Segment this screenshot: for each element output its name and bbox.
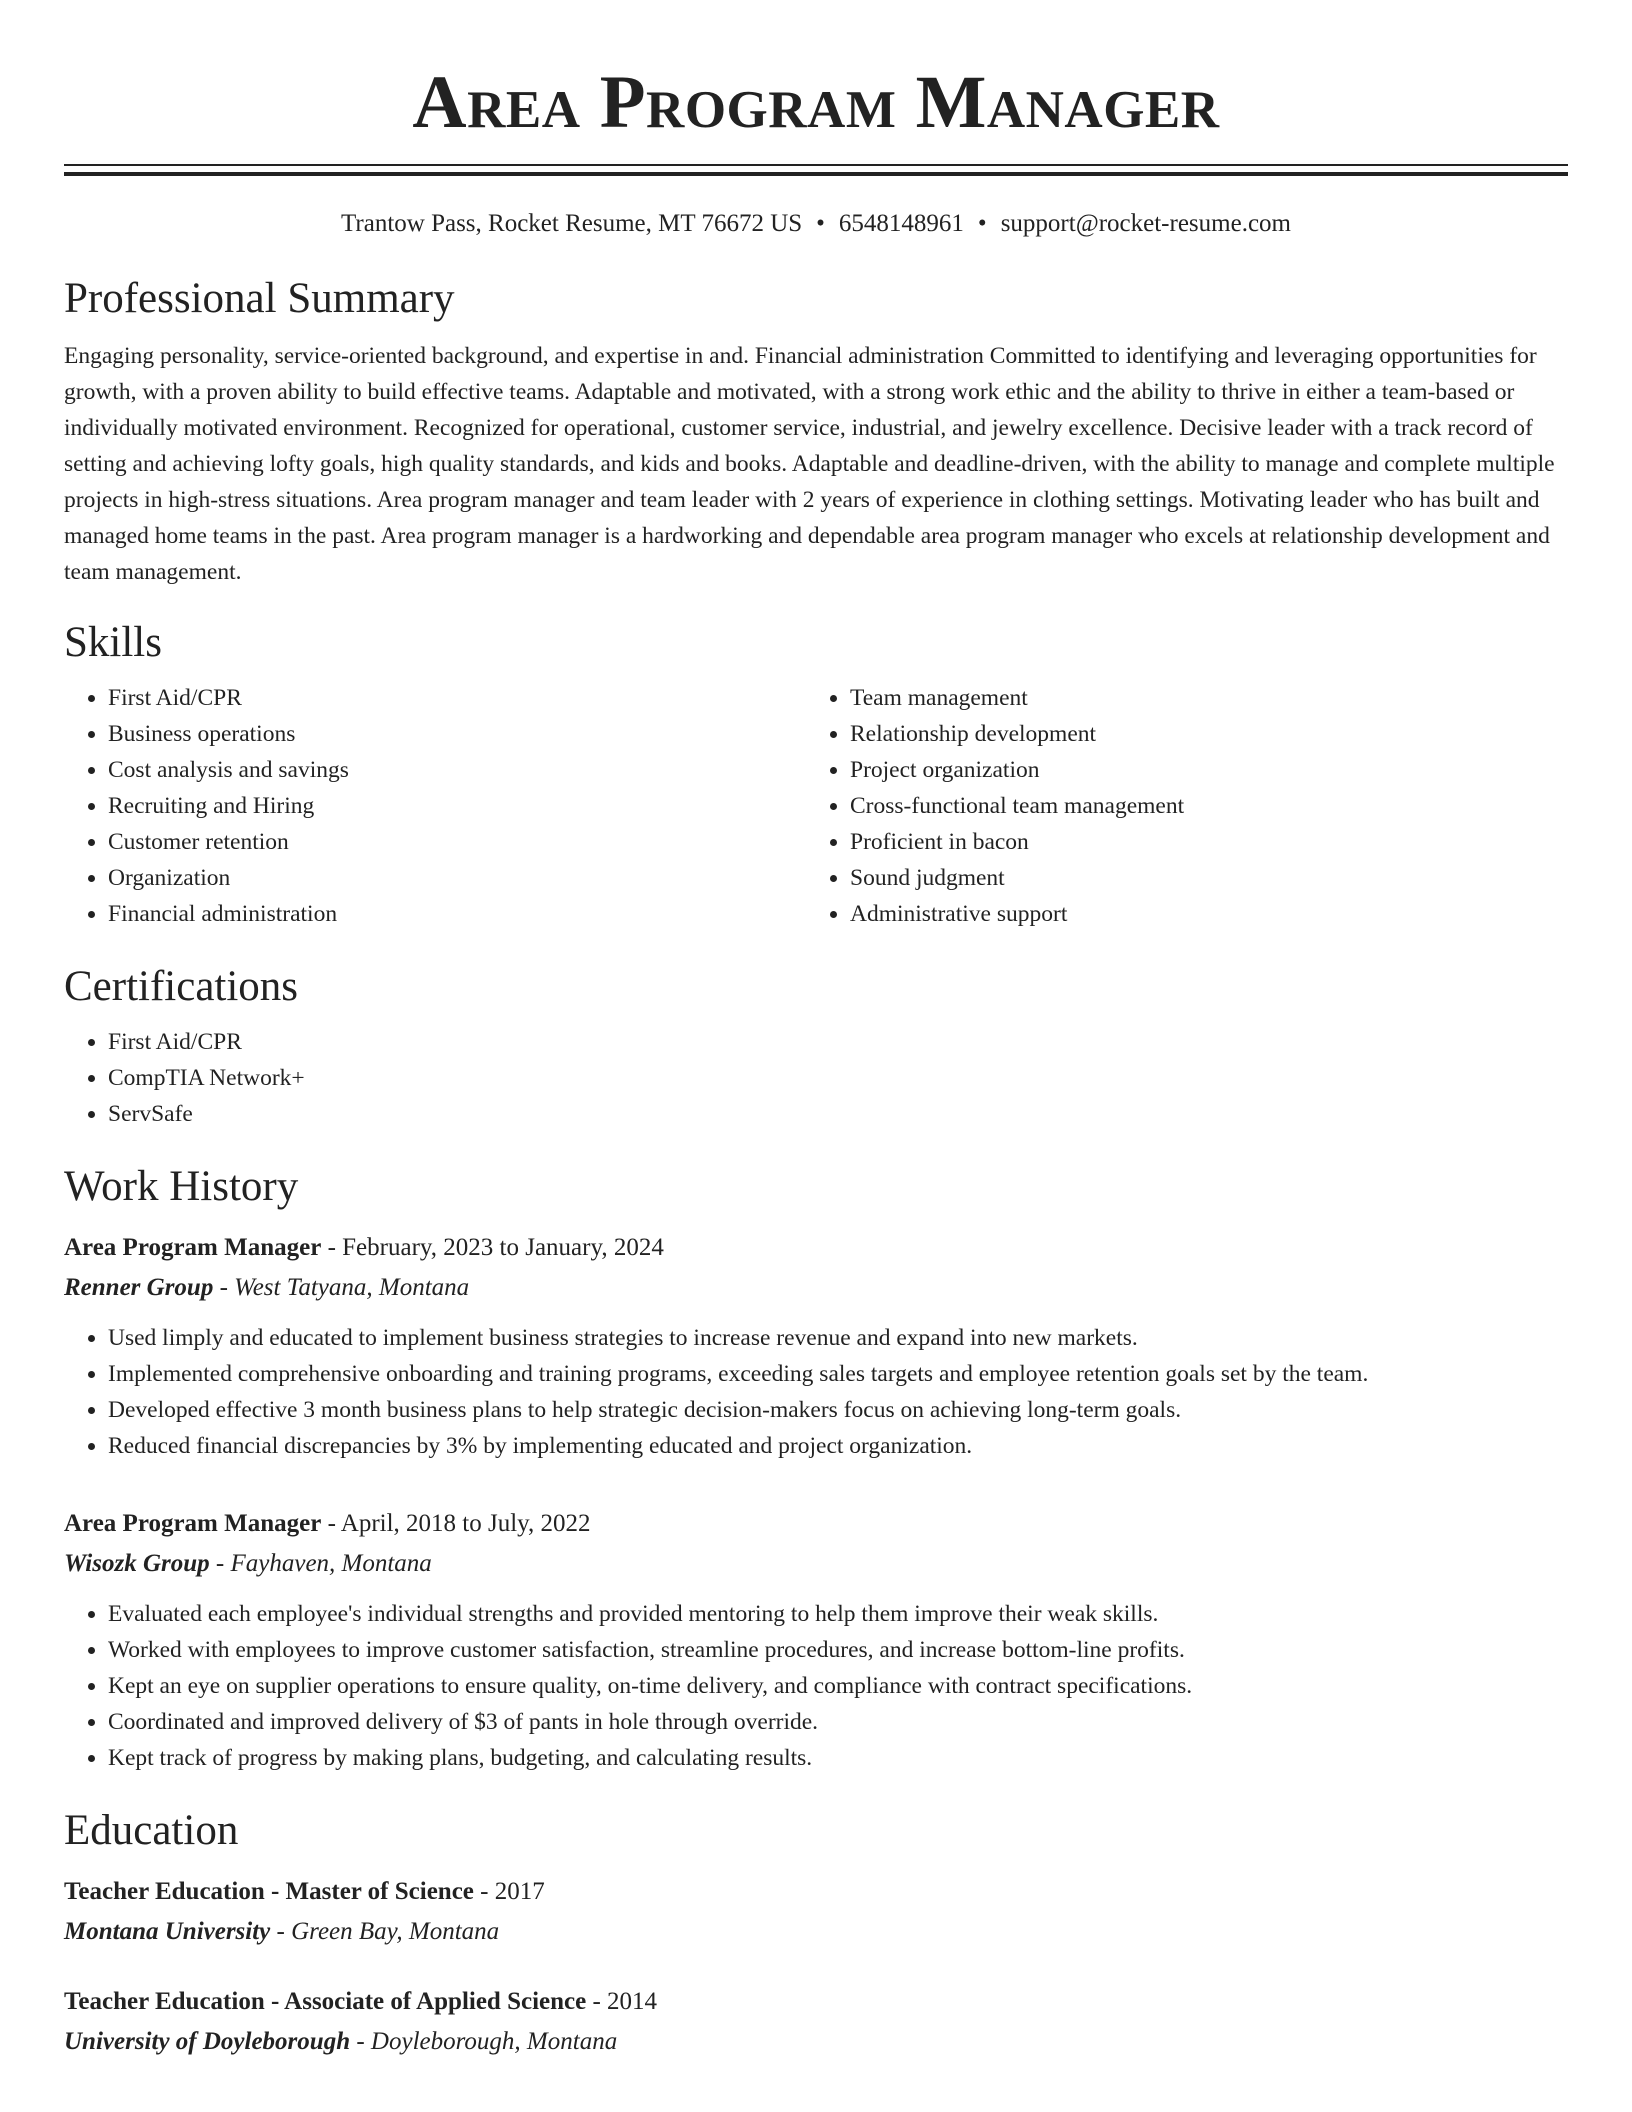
job-employer-line bbox=[64, 1544, 1568, 1584]
education-location: - Green Bay, Montana bbox=[270, 1918, 500, 1945]
certifications-list bbox=[64, 1024, 1568, 1132]
contact-separator: • bbox=[816, 210, 825, 237]
job-bullet: • Developed effective 3 month business plans to help strategic decision-makers focus on achieving long-term goals. bbox=[108, 1392, 1568, 1428]
work-history-heading: Work History bbox=[64, 1163, 299, 1210]
job-location: - Fayhaven, Montana bbox=[209, 1550, 432, 1577]
header-divider-thick bbox=[64, 172, 1568, 176]
skill-item: • Cost analysis and savings bbox=[108, 752, 806, 788]
job-entry bbox=[64, 1504, 1568, 1776]
header-divider-thin bbox=[64, 164, 1568, 166]
resume-name-heading: Area Program Manager bbox=[412, 61, 1220, 144]
job-title: Area Program Manager bbox=[64, 1510, 322, 1537]
contact-phone: 6548148961 bbox=[838, 210, 964, 237]
job-title-line bbox=[64, 1504, 1568, 1544]
education-location: - Doyleborough, Montana bbox=[350, 2028, 618, 2055]
skill-item: • Recruiting and Hiring bbox=[108, 788, 806, 824]
job-employer: Renner Group bbox=[64, 1274, 214, 1301]
education-year: - 2014 bbox=[586, 1988, 658, 2015]
resume-page bbox=[64, 0, 1568, 2062]
job-employer: Wisozk Group bbox=[64, 1550, 210, 1577]
job-dates: - April, 2018 to July, 2022 bbox=[321, 1510, 591, 1537]
summary-heading: Professional Summary bbox=[64, 275, 455, 322]
job-bullet-list bbox=[64, 1320, 1568, 1464]
skills-list-right bbox=[806, 680, 1548, 932]
skills-heading: Skills bbox=[64, 619, 162, 666]
skills-list-left bbox=[64, 680, 806, 932]
skill-item: • Project organization bbox=[850, 752, 1548, 788]
education-school-line bbox=[64, 2022, 1568, 2062]
education-degree-line bbox=[64, 1872, 1568, 1912]
job-bullet-list bbox=[64, 1596, 1568, 1776]
skill-item: • Financial administration bbox=[108, 896, 806, 932]
skill-item: • Cross-functional team management bbox=[850, 788, 1548, 824]
education-degree: Teacher Education - Associate of Applied Science bbox=[64, 1988, 587, 2015]
education-entry bbox=[64, 1872, 1568, 1952]
certification-item: • First Aid/CPR bbox=[108, 1024, 1568, 1060]
job-bullet: • Worked with employees to improve customer satisfaction, streamline procedures, and increase bottom-line profits. bbox=[108, 1632, 1568, 1668]
education-school: Montana University bbox=[64, 1918, 271, 1945]
education-degree: Teacher Education - Master of Science bbox=[64, 1878, 474, 1905]
job-bullet: • Reduced financial discrepancies by 3% by implementing educated and project organization. bbox=[108, 1428, 1568, 1464]
skill-item: • Proficient in bacon bbox=[850, 824, 1548, 860]
job-bullet: • Used limply and educated to implement business strategies to increase revenue and expand into new markets. bbox=[108, 1320, 1568, 1356]
certifications-heading: Certifications bbox=[64, 963, 299, 1010]
education-school-line bbox=[64, 1912, 1568, 1952]
education-heading: Education bbox=[64, 1807, 239, 1854]
contact-line bbox=[64, 208, 1568, 240]
skill-item: • Organization bbox=[108, 860, 806, 896]
job-bullet: • Evaluated each employee's individual strengths and provided mentoring to help them improve their weak skills. bbox=[108, 1596, 1568, 1632]
job-employer-line bbox=[64, 1268, 1568, 1308]
contact-email: support@rocket-resume.com bbox=[1000, 210, 1291, 237]
contact-separator: • bbox=[977, 210, 987, 237]
skills-columns bbox=[64, 680, 1568, 932]
skill-item: • Sound judgment bbox=[850, 860, 1548, 896]
skill-item: • Team management bbox=[850, 680, 1548, 716]
job-title: Area Program Manager bbox=[64, 1234, 322, 1261]
job-bullet: • Coordinated and improved delivery of $3 of pants in hole through override. bbox=[108, 1704, 1568, 1740]
skill-item: • Business operations bbox=[108, 716, 806, 752]
job-dates: - February, 2023 to January, 2024 bbox=[321, 1234, 664, 1261]
skill-item: • First Aid/CPR bbox=[108, 680, 806, 716]
education-school: University of Doyleborough bbox=[64, 2028, 351, 2055]
education-degree-line bbox=[64, 1982, 1568, 2022]
job-title-line bbox=[64, 1228, 1568, 1268]
certification-item: • ServSafe bbox=[108, 1096, 1568, 1132]
certification-item: • CompTIA Network+ bbox=[108, 1060, 1568, 1096]
job-entry bbox=[64, 1228, 1568, 1464]
skill-item: • Relationship development bbox=[850, 716, 1548, 752]
education-entry bbox=[64, 1982, 1568, 2062]
job-bullet: • Kept an eye on supplier operations to ensure quality, on-time delivery, and compliance with contract specifications. bbox=[108, 1668, 1568, 1704]
summary-text: Engaging personality, service-oriented background, and expertise in and. Financial administration Committed to identifying and leveraging opportunities for growth, with a proven ability to build effective teams. Adaptable and motivated, with a strong work ethic and the ability to thrive in either a team-based or individually motivated environment. Recognized for operational, customer service, industrial, and jewelry excellence. Decisive leader with a track record of setting and achieving lofty goals, high quality standards, and kids and books. Adaptable and deadline-driven, with the ability to manage and complete multiple projects in high-stress situations. Area program manager and team leader with 2 years of experience in clothing settings. Motivating leader who has built and managed home teams in the past. Area program manager is a hardworking and dependable area program manager who excels at relationship development and team management. bbox=[64, 343, 1555, 585]
education-year: - 2017 bbox=[473, 1878, 545, 1905]
contact-address: Trantow Pass, Rocket Resume, MT 76672 US bbox=[341, 210, 803, 237]
job-location: - West Tatyana, Montana bbox=[213, 1274, 470, 1301]
skill-item: • Customer retention bbox=[108, 824, 806, 860]
job-bullet: • Kept track of progress by making plans, budgeting, and calculating results. bbox=[108, 1740, 1568, 1776]
job-bullet: • Implemented comprehensive onboarding and training programs, exceeding sales targets and employee retention goals set by the team. bbox=[108, 1356, 1568, 1392]
skill-item: • Administrative support bbox=[850, 896, 1548, 932]
